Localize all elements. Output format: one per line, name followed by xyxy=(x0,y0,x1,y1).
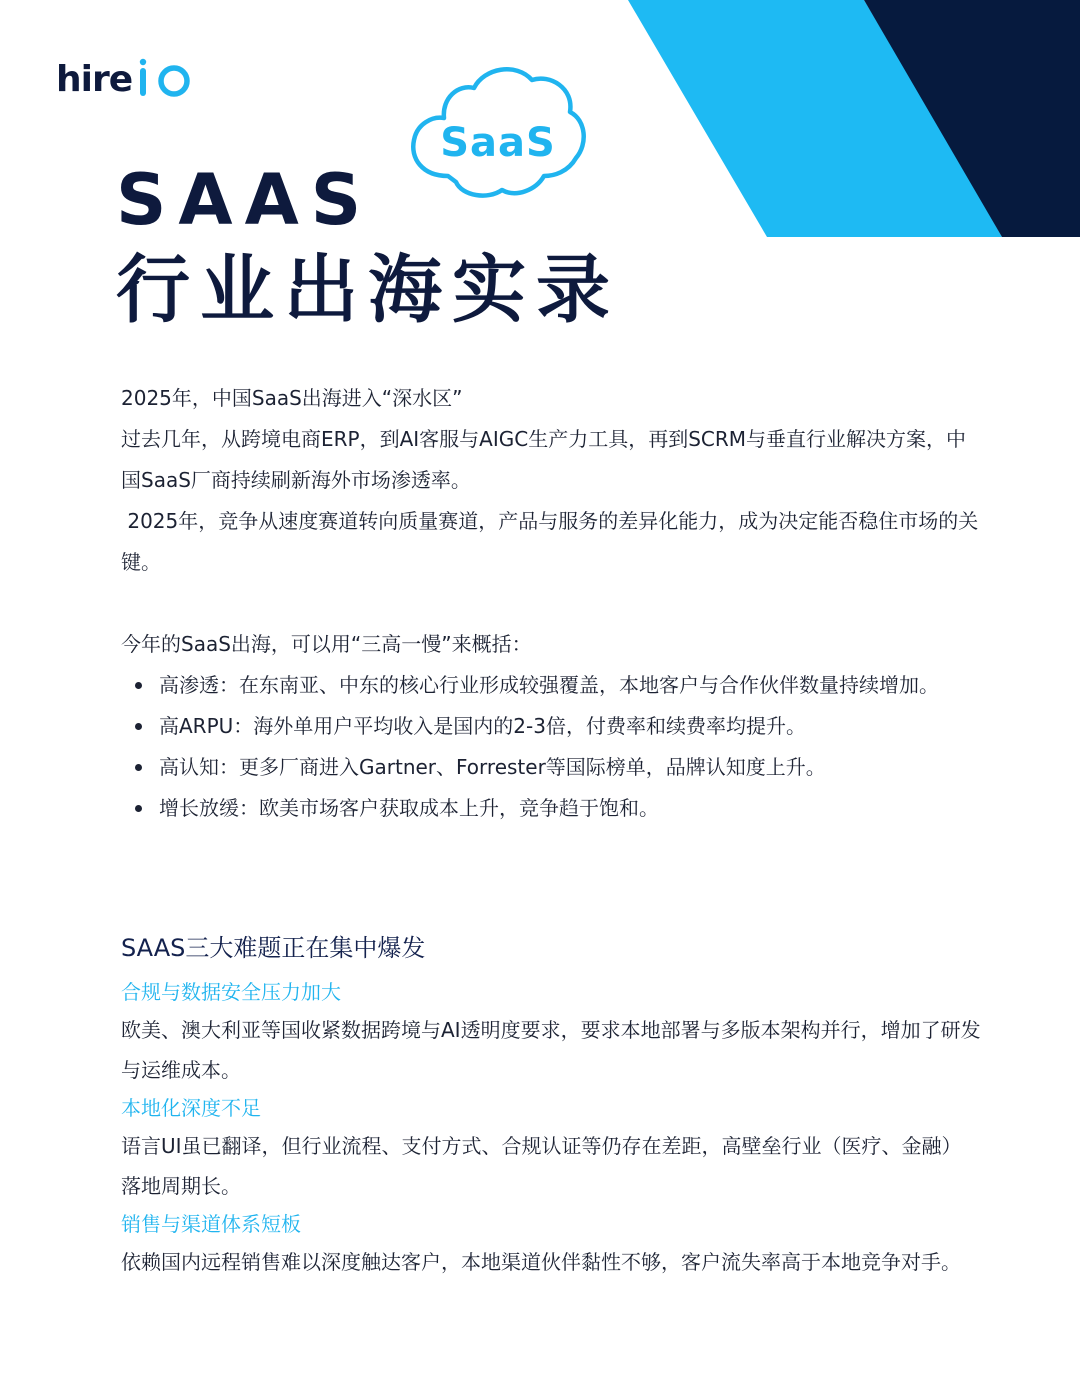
issue-body: 依赖国内远程销售难以深度触达客户，本地渠道伙伴黏性不够，客户流失率高于本地竞争对手。 xyxy=(121,1250,961,1274)
issue-body: 语言UI虽已翻译，但行业流程、支付方式、合规认证等仍存在差距，高壁垒行业（医疗、金融）落地周期长。 xyxy=(121,1134,962,1198)
logo-accent-text: io xyxy=(173,88,175,89)
article-body xyxy=(121,378,981,829)
bullet-item: 高ARPU：海外单用户平均收入是国内的2-3倍，付费率和续费率均提升。 xyxy=(121,706,981,747)
issue-body: 欧美、澳大利亚等国收紧数据跨境与AI透明度要求，要求本地部署与多版本架构并行，增加了研发与运维成本。 xyxy=(121,1018,981,1082)
intro-paragraph-3: 2025年，竞争从速度赛道转向质量赛道，产品与服务的差异化能力，成为决定能否稳住市场的关键。 xyxy=(121,509,979,574)
bullet-item: 高认知：更多厂商进入Gartner、Forrester等国际榜单，品牌认知度上升。 xyxy=(121,747,981,788)
hireio-logo xyxy=(56,58,204,102)
bullet-item: 增长放缓：欧美市场客户获取成本上升，竞争趋于饱和。 xyxy=(121,788,981,829)
cloud-badge-label: SaaS xyxy=(440,120,556,166)
logo-wordmark: hire xyxy=(56,59,133,100)
intro-paragraph-2: 过去几年，从跨境电商ERP，到AI客服与AIGC生产力工具，再到SCRM与垂直行业解决方案，中国SaaS厂商持续刷新海外市场渗透率。 xyxy=(121,427,967,492)
summary-lead: 今年的SaaS出海，可以用“三高一慢”来概括： xyxy=(121,632,532,656)
issue-heading: 本地化深度不足 xyxy=(121,1096,261,1120)
page-title-en: SAAS xyxy=(116,159,374,241)
page-title-zh: 行业出海实录 xyxy=(116,247,620,333)
section-title: SAAS三大难题正在集中爆发 xyxy=(121,934,426,962)
bullet-item: 高渗透：在东南亚、中东的核心行业形成较强覆盖，本地客户与合作伙伴数量持续增加。 xyxy=(121,665,981,706)
saas-cloud-badge xyxy=(404,58,588,212)
logo-io-mark xyxy=(134,58,204,102)
issue-heading: 合规与数据安全压力加大 xyxy=(121,980,341,1004)
intro-line-1: 2025年，中国SaaS出海进入“深水区” xyxy=(121,386,463,410)
issue-heading: 销售与渠道体系短板 xyxy=(121,1212,301,1236)
issues-section xyxy=(121,974,981,1282)
summary-bullet-list xyxy=(121,665,981,829)
